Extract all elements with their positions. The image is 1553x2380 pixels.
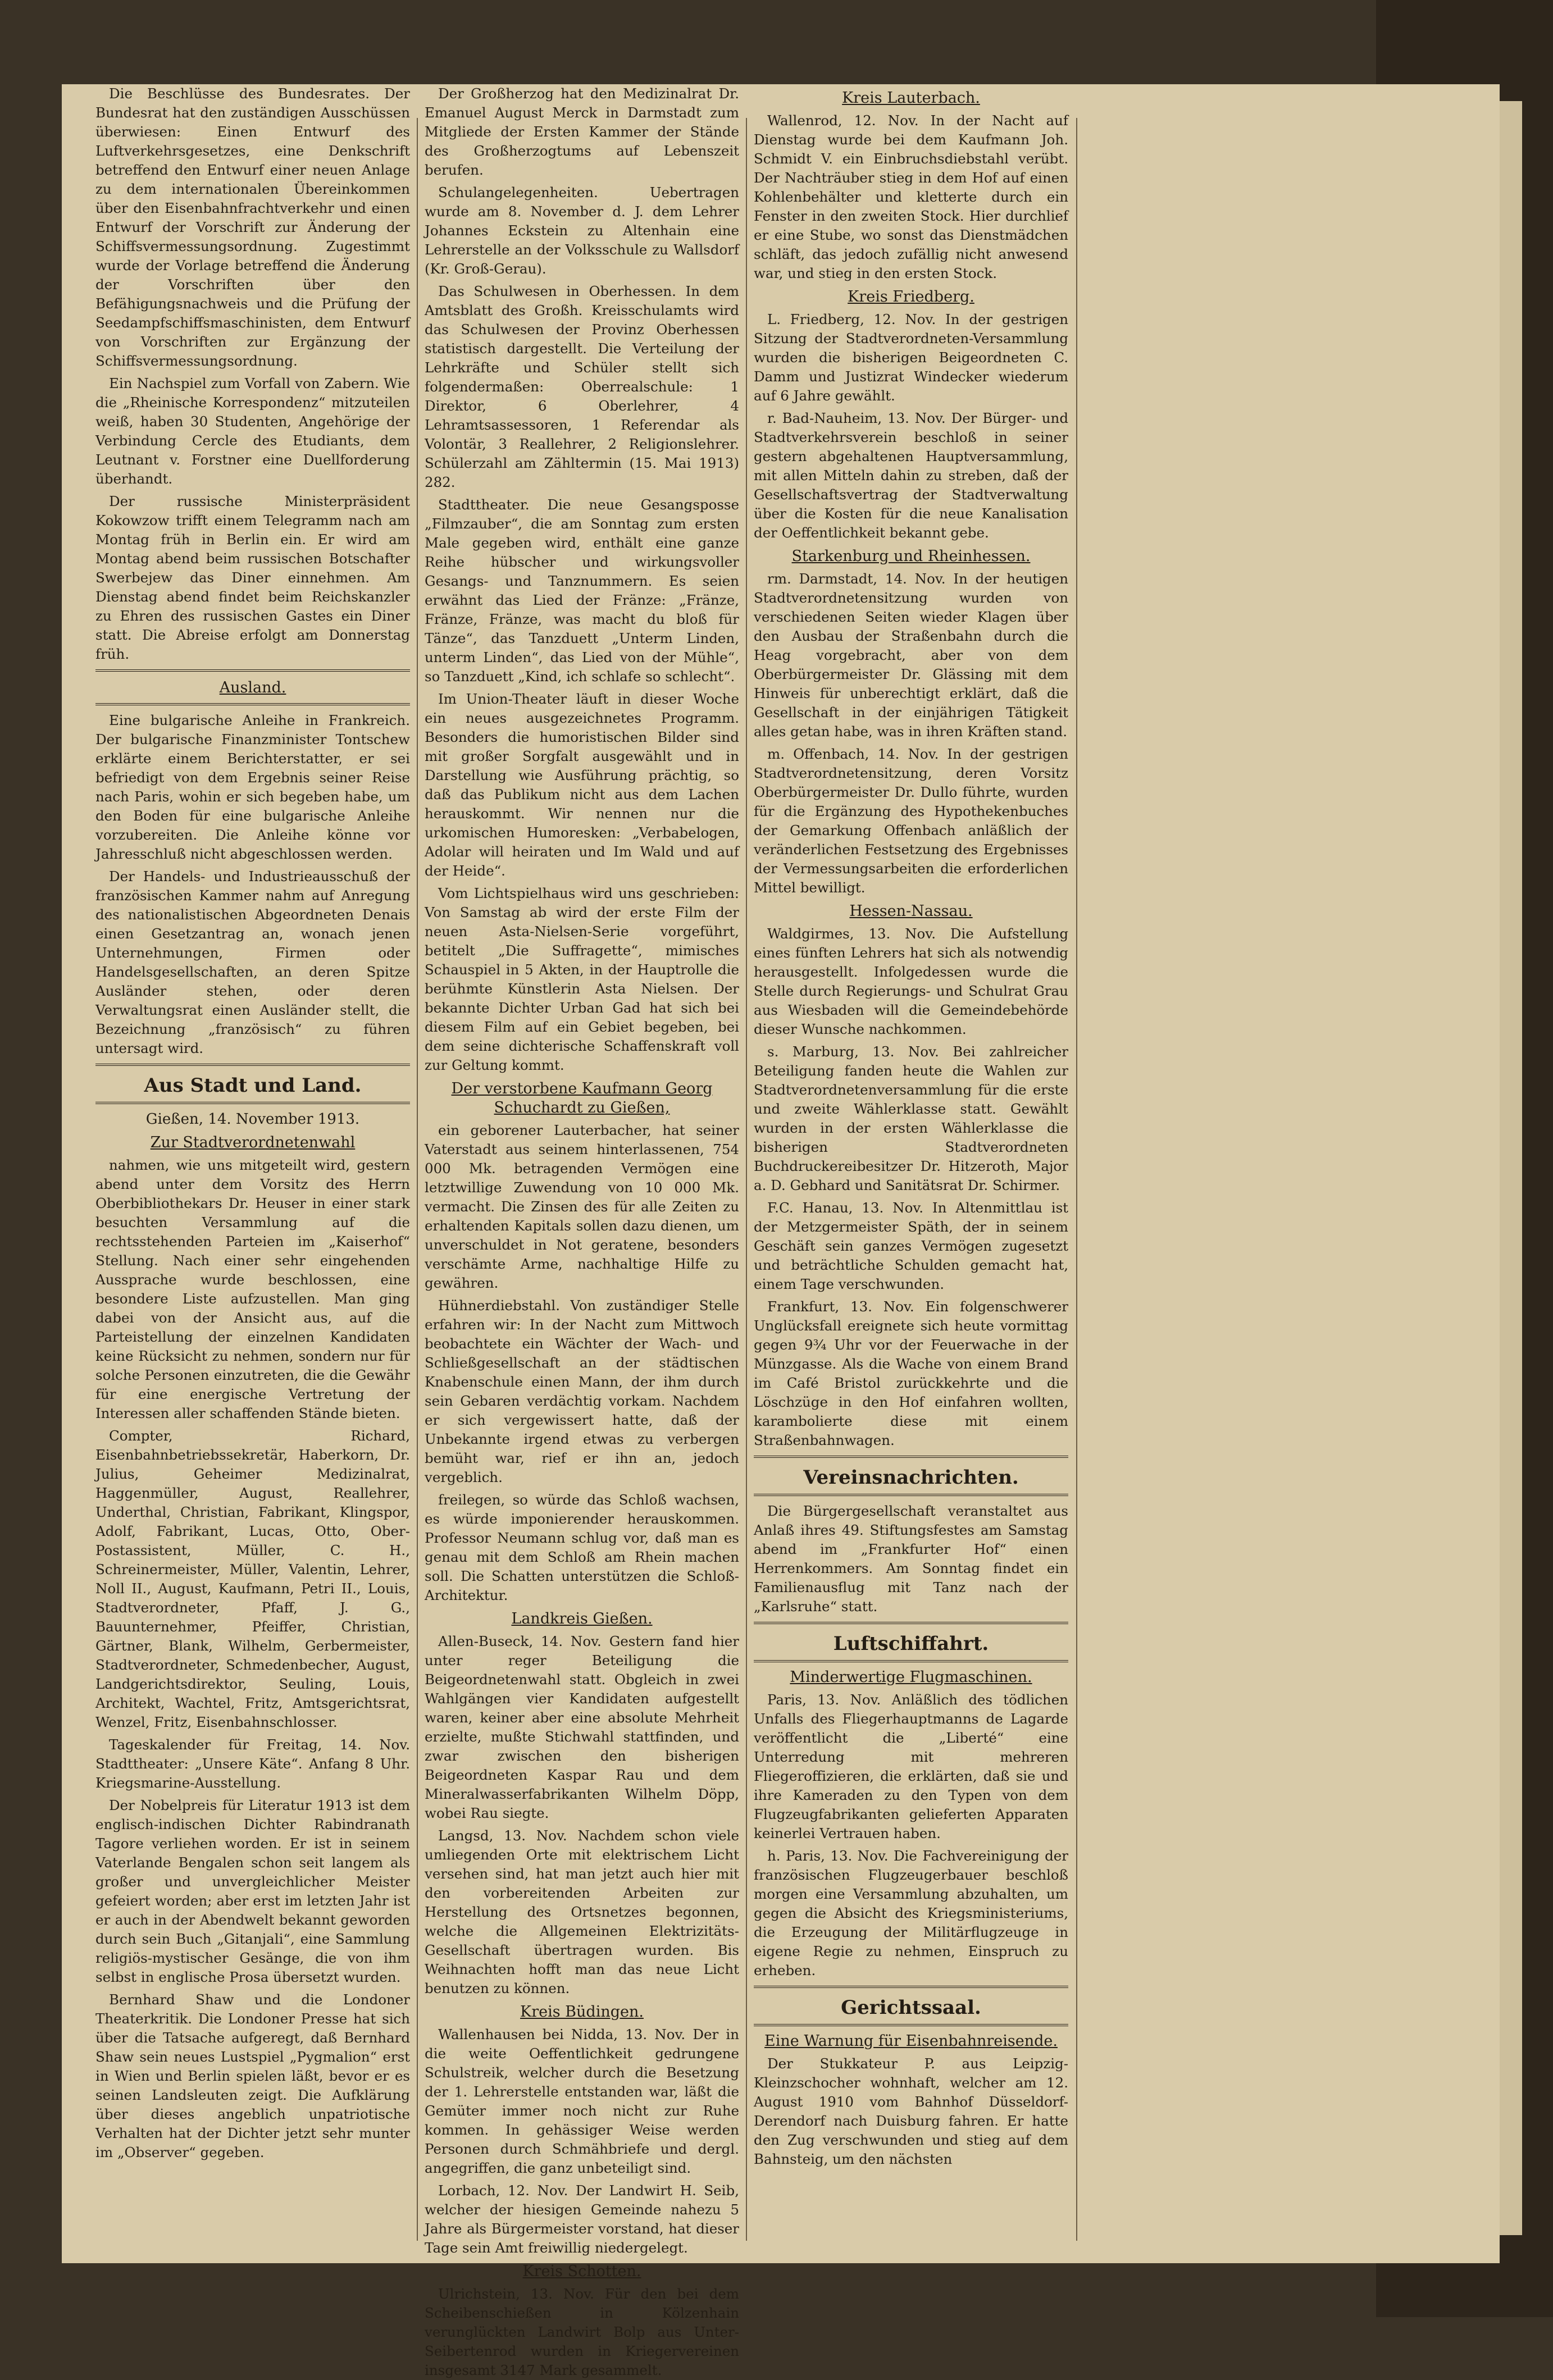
article-gericht: Der Stukkateur P. aus Leipzig-Kleinzschocher wohnhaft, welcher am 12. August 1910 vom Bahnhof Düsseldorf-Derendorf nach Duisburg fahren. Er hatte den Zug verschwunden und stieg auf dem Bahnsteig, um den nächsten [754,2055,1068,2167]
article-nobelpreis: Der Nobelpreis für Literatur 1913 ist dem englisch-indischen Dichter Rabindranath Tagore verliehen worden. Er ist in seinem Vaterlande Bengalen schon seit langem als großer und unvergleichlicher Meister gefeiert worden; aber erst im letzten Jahr ist er auch in der Abendwelt bekannt geworden durch sein Buch „Gitanjali“, eine Sammlung religiös-mystischer Gesänge, die von ihm selbst in englische Prosa übersetzt wurden. [95,1797,410,1985]
newspaper-page [62,84,1500,2378]
article-schulwesen: Das Schulwesen in Oberhessen. In dem Amtsblatt des Großh. Kreisschulamts wird das Schulwesen der Provinz Oberhessen statistisch dargestellt. Die Verteilung der Lehrkräfte und Schüler stellt sich folgendermaßen: Oberrealschule: 1 Direktor, 6 Oberlehrer, 4 Lehramtsassessoren, 1 Referendar als Volontär, 3 Reallehrer, 2 Religionslehrer. Schülerzahl am Zähltermin (15. Mai 1913) 282. [425,283,739,490]
article-wallenrod: Wallenrod, 12. Nov. In der Nacht auf Dienstag wurde bei dem Kaufmann Joh. Schmidt V. ein Einbruchsdiebstahl verübt. Der Nachträuber stieg in dem Hof auf einen Kohlenbehälter und kletterte durch ein Fenster in den zweiten Stock. Hier durchlief er eine Stube, wo sonst das Dienstmädchen schläft, das jedoch zufällig nicht anwesend war, und stieg in den ersten Stock. [754,112,1068,281]
section-heading: Gerichtssaal. [841,1996,981,2019]
column-rule [1076,118,1077,2241]
section-heading: Kreis Lauterbach. [842,89,980,107]
section-gerichtssaal [754,1986,1068,2026]
article-waldgirmes: Waldgirmes, 13. Nov. Die Aufstellung eines fünften Lehrers hat sich als notwendig herausgestellt. Infolgedessen wurde die Stelle durch Regierungs- und Schulrat Grau aus Wiesbaden will die Gemeindebehörde dieser Wunsche nachkommen. [754,925,1068,1037]
section-ausland [95,669,410,705]
article-merck: Der Großherzog hat den Medizinalrat Dr. Emanuel August Merck in Darmstadt zum Mitgliede der Ersten Kammer der Stände des Großherzogtums auf Lebenszeit berufen. [425,85,739,178]
article-shaw: Bernhard Shaw und die Londoner Theaterkritik. Die Londoner Presse hat sich über die Tatsache aufgeregt, daß Bernhard Shaw sein neues Lustspiel „Pygmalion“ erst in Wien und Berlin spielen läßt, bevor er es seinen Landsleuten zeigt. Die Aufklärung über dieses angeblich unpatriotische Verhalten hat der Dichter jetzt sehr munter im „Observer“ gegeben. [95,1991,410,2160]
section-heading: Luftschiffahrt. [833,1633,989,1655]
article-wallenhausen: Wallenhausen bei Nidda, 13. Nov. Der in die weite Oeffentlichkeit gedrungene Schulstreik, welcher durch die Besetzung der 1. Lehrerstelle entstanden war, läßt die Gemüter immer noch nicht zur Ruhe kommen. In gehässiger Weise werden Personen durch Schmähbriefe und dergl. angegriffen, die ganz unbeteiligt sind. [425,2026,739,2176]
article-frankfurt: Frankfurt, 13. Nov. Ein folgenschwerer Unglücksfall ereignete sich heute vormittag gegen 9¾ Uhr vor der Feuerwache in der Münzgasse. Als die Wache von einem Brand im Café Bristol zurückkehrte und die Löschzüge in den Hof einfahren wollten, karambolierte diese mit einem Straßenbahnwagen. [754,1298,1068,1448]
section-stadt [95,1064,410,1104]
article-bad-nauheim: r. Bad-Nauheim, 13. Nov. Der Bürger- und Stadtverkehrsverein beschloß in seiner gestern abgehaltenen Hauptversammlung, mit allen Mitteln dahin zu streben, daß der Gesellschaftsvertrag der Stadtverwaltung über die Kosten für die neue Kanalisation der Oeffentlichkeit bekannt gebe. [754,410,1068,541]
section-heading: Kreis Friedberg. [848,288,974,306]
article-handel: Der Handels- und Industrieausschuß der französischen Kammer nahm auf Anregung des nationalistischen Abgeordneten Denais einen Gesetzantrag an, wonach jenen Unternehmungen, Firmen oder Handelsgesellschaften, an deren Spitze Ausländer stehen, oder deren Verwaltungsrat einen Ausländer stellt, die Bezeichnung „französisch“ zu führen untersagt wird. [95,868,410,1056]
article-huehnerdiebstahl: Hühnerdiebstahl. Von zuständiger Stelle erfahren wir: In der Nacht zum Mittwoch beobachtete ein Wächter der Wach- und Schließgesellschaft an der städtischen Knabenschule einen Mann, der ihm durch sein Gebaren verdächtig vorkam. Nachdem er sich vergewissert hatte, daß der Unbekannte irgend etwas zu verbergen bemüht war, rief er ihn an, jedoch vergeblich. [425,1297,739,1485]
article-heading: Minderwertige Flugmaschinen. [790,1668,1032,1686]
section-luftschiffahrt [754,1622,1068,1662]
article-hanau: F.C. Hanau, 13. Nov. In Altenmittlau ist der Metzgermeister Späth, der in seinem Geschäft sein ganzes Vermögen zugesetzt und beträchtliche Schulden gemacht hat, einem Tage verschwunden. [754,1200,1068,1292]
article-langsd: Langsd, 13. Nov. Nachdem schon viele umliegenden Orte mit elektrischem Licht versehen sind, hat man jetzt auch hier mit den vorbereitenden Arbeiten zur Herstellung des Ortsnetzes begonnen, welche die Allgemeinen Elektrizitäts-Gesellschaft übertragen wurden. Bis Weihnachten hofft man das neue Licht benutzen zu können. [425,1827,739,1996]
dateline: Gießen, 14. November 1913. [145,1111,360,1128]
section-heading: Kreis Büdingen. [520,2003,644,2021]
section-heading: Kreis Schotten. [522,2263,641,2280]
article-anleihe: Eine bulgarische Anleihe in Frankreich. Der bulgarische Finanzminister Tontschew erklärte einem Berichterstatter, er sei befriedigt von dem Ergebnis seiner Reise nach Paris, wohin er sich begeben habe, um den Boden für eine bulgarische Anleihe vorzubereiten. Die Anleihe könne vor Jahresschluß nicht abgeschlossen werden. [95,712,410,862]
column-2 [425,84,739,2378]
column-1 [95,84,410,2263]
column-3 [754,84,1068,2263]
article-heading: Eine Warnung für Eisenbahnreisende. [764,2032,1058,2050]
article-marburg: s. Marburg, 13. Nov. Bei zahlreicher Beteiligung fanden heute die Wahlen zur Stadtverordnetenversammlung für die erste und zweite Wählerklasse statt. Gewählt wurden in der ersten Wählerklasse die bisherigen Stadtverordneten Buchdruckereibesitzer Dr. Hitzeroth, Major a. D. Gebhard und Sanitätsrat Dr. Schirmer. [754,1043,1068,1193]
article-kokowzow: Der russische Ministerpräsident Kokowzow trifft einem Telegramm nach am Montag früh in Berlin ein. Er wird am Montag abend beim russischen Botschafter Swerbejew das Diner einnehmen. Am Dienstag abend findet beim Reichskanzler zu Ehren des russischen Gastes ein Diner statt. Die Abreise erfolgt am Donnerstag früh. [95,493,410,662]
article-paris-2: h. Paris, 13. Nov. Die Fachvereinigung der französischen Flugzeugerbauer beschloß morgen eine Versammlung abzuhalten, um gegen die Absicht des Kriegsministeriums, die Erzeugung der Militärflugzeuge in eigene Regie zu nehmen, Einspruch zu erheben. [754,1848,1068,1978]
article-stadtverordnetenwahl: nahmen, wie uns mitgeteilt wird, gestern abend unter dem Vorsitz des Herrn Oberbibliothekars Dr. Heuser in einer stark besuchten Versammlung auf die rechtsstehenden Parteien im „Kaiserhof“ Stellung. Nach einer sehr eingehenden Aussprache wurde beschlossen, eine besondere Liste aufzustellen. Man ging dabei von der Ansicht aus, auf die Parteistellung der einzelnen Kandidaten keine Rücksicht zu nehmen, sondern nur für solche Personen einzutreten, die die Gewähr für eine energische Vertretung der Interessen aller schaffenden Stände bieten. [95,1157,410,1421]
section-heading: Aus Stadt und Land. [144,1074,362,1097]
section-heading: Ausland. [219,679,286,696]
article-heading: Der verstorbene Kaufmann Georg Schuchardt zu Gießen, [451,1080,713,1116]
article-schulangelegenheiten: Schulangelegenheiten. Uebertragen wurde am 8. November d. J. dem Lehrer Johannes Eckstein zu Altenhain eine Lehrerstelle an der Volksschule zu Wallsdorf (Kr. Groß-Gerau). [425,184,739,277]
candidate-list: Compter, Richard, Eisenbahnbetriebssekretär, Haberkorn, Dr. Julius, Geheimer Medizinalrat, Haggenmüller, August, Reallehrer, Underthal, Christian, Fabrikant, Klingspor, Adolf, Fabrikant, Lucas, Otto, Ober-Postassistent, Müller, C. H., Schreinermeister, Müller, Valentin, Lehrer, Noll II., August, Kaufmann, Petri II., Louis, Stadtverordneter, Pfaff, J. G., Bauunternehmer, Pfeiffer, Christian, Gärtner, Blank, Wilhelm, Gerbermeister, Stadtverordneter, Schmedenbecher, August, Landgerichtsdirektor, Seuling, Louis, Architekt, Wachtel, Fritz, Amtsgerichtsrat, Wenzel, Fritz, Eisenbahnschlosser. [95,1428,410,1730]
article-schuchardt: ein geborener Lauterbacher, hat seiner Vaterstadt aus seinem hinterlassenen, 754 000 Mk. betragenden Vermögen eine letztwillige Zuwendung von 10 000 Mk. vermacht. Die Zinsen des für alle Zeiten zu erhaltenden Kapitals sollen dazu dienen, um unverschuldet in Not geratene, besonders verschämte Arme, nachhaltige Hilfe zu gewähren. [425,1122,739,1291]
article-zabern: Ein Nachspiel zum Vorfall von Zabern. Wie die „Rheinische Korrespondenz“ mitzuteilen weiß, haben 30 Studenten, Angehörige der Verbindung Cercle des Etudiants, dem Leutnant v. Forstner eine Duellforderung überhandt. [95,375,410,487]
column-rule [417,118,418,2241]
article-lichtspielhaus: Vom Lichtspielhaus wird uns geschrieben: Von Samstag ab wird der erste Film der neuen Asta-Nielsen-Serie vorgeführt, betitelt „Die Suffragette“, mimisches Schauspiel in 5 Akten, in der Hauptrolle die berühmte Künstlerin Asta Nielsen. Der bekannte Dichter Urban Gad hat sich bei diesem Film auf ein Gebiet begeben, bei dem seine dichterische Schaffenskraft voll zur Geltung kommt. [425,885,739,1073]
article-paris-1: Paris, 13. Nov. Anläßlich des tödlichen Unfalls des Fliegerhauptmanns de Lagarde veröffentlicht die „Liberté“ eine Unterredung mit mehreren Fliegeroffizieren, die erklärten, daß sie und ihre Kameraden zu den Typen von dem Flugzeugfabrikanten gelieferten Apparaten keinerlei Vertrauen haben. [754,1691,1068,1841]
article-kalender: Tageskalender für Freitag, 14. Nov. Stadttheater: „Unsere Käte“. Anfang 8 Uhr. Kriegsmarine-Ausstellung. [95,1736,410,1791]
article-bundesrat: Die Beschlüsse des Bundesrates. Der Bundesrat hat den zuständigen Ausschüssen überwiesen: Einen Entwurf des Luftverkehrsgesetzes, eine Denkschrift betreffend den Entwurf einer neuen Anlage zu dem internationalen Übereinkommen über den Eisenbahnfrachtverkehr und einen Entwurf der Vorschrift zur Änderung der Schiffsvermessungsordnung. Zugestimmt wurde der Vorlage betreffend die Änderung der Vorschriften über den Befähigungsnachweis und die Prüfung der Seedampfschiffsmaschinisten, dem Entwurf von Vorschriften zur Ergänzung der Schiffsvermessungsordnung. [95,85,410,369]
section-heading: Landkreis Gießen. [511,1610,653,1627]
column-rule [746,118,747,2241]
section-heading: Hessen-Nassau. [849,902,973,920]
section-heading: Vereinsnachrichten. [803,1466,1019,1489]
article-lorbach: Lorbach, 12. Nov. Der Landwirt H. Seib, welcher der hiesigen Gemeinde nahezu 5 Jahre als Bürgermeister vorstand, hat dieser Tage sein Amt freiwillig niedergelegt. [425,2182,739,2256]
article-union-theater: Im Union-Theater läuft in dieser Woche ein neues ausgezeichnetes Programm. Besonders die humoristischen Bilder sind mit großer Sorgfalt ausgewählt und in Darstellung wie Ausführung prächtig, so daß das Publikum nicht aus dem Lachen herauskommt. Wir nennen nur die urkomischen Humoresken: „Verbabelogen, Adolar will heiraten und Im Wald und auf der Heide“. [425,691,739,879]
article-darmstadt: rm. Darmstadt, 14. Nov. In der heutigen Stadtverordnetensitzung wurden von verschiedenen Seiten wieder Klagen über den Ausbau der Straßenbahn durch die Heag vorgebracht, aber von dem Oberbürgermeister Dr. Glässing mit dem Hinweis für unberechtigt erklärt, daß die Gesellschaft in der einjährigen Tätigkeit alles getan habe, was in ihren Kräften stand. [754,571,1068,740]
article-schloss: freilegen, so würde das Schloß wachsen, es würde imponierender herauskommen. Professor Neumann schlug vor, daß man es genau mit dem Schloß am Rhein machen soll. Die Schatten unterstützen die Schloß-Architektur. [425,1492,739,1603]
article-buergergesellschaft: Die Bürgergesellschaft veranstaltet aus Anlaß ihres 49. Stiftungsfestes am Samstag abend im „Frankfurter Hof“ einen Herrenkommers. Am Sonntag findet ein Familienausflug mit Tanz nach der „Karlsruhe“ statt. [754,1503,1068,1615]
article-stadttheater: Stadttheater. Die neue Gesangsposse „Filmzauber“, die am Sonntag zum ersten Male gegeben wird, enthält eine ganze Reihe hübscher und wirkungsvoller Gesangs- und Tanznummern. Es seien erwähnt das Lied der Fränze: „Fränze, Fränze, Fränze, was macht du bloß für Tänze“, das Tanzduett „Unterm Linden, unterm Linden“, das Lied von der Mühle“, so Tanzduett „Kind, ich schlafe so schlecht“. [425,496,739,685]
article-ulrichstein: Ulrichstein, 13. Nov. Für den bei dem Scheibenschießen in Kölzenhain verunglückten Landwirt Bolp aus Unter-Seibertenrod wurden in Kriegervereinen insgesamt 3147 Mark gesammelt. [425,2286,739,2378]
article-offenbach: m. Offenbach, 14. Nov. In der gestrigen Stadtverordnetensitzung, deren Vorsitz Oberbürgermeister Dr. Dullo führte, wurden für die Ergänzung des Hypothekenbuches der Gemarkung Offenbach anläßlich der veränderlichen Festsetzung des Ergebnisses der Vermessungsarbeiten die erforderlichen Mittel bewilligt. [754,746,1068,896]
section-vereinsnachrichten [754,1456,1068,1496]
article-friedberg: L. Friedberg, 12. Nov. In der gestrigen Sitzung der Stadtverordneten-Versammlung wurden die bisherigen Beigeordneten C. Damm und Justizrat Windecker wiederum auf 6 Jahre gewählt. [754,311,1068,404]
article-allen-buseck: Allen-Buseck, 14. Nov. Gestern fand hier unter reger Beteiligung die Beigeordnetenwahl statt. Obgleich in zwei Wahlgängen vier Kandidaten aufgestellt waren, keiner aber eine absolute Mehrheit erzielte, mußte Stichwahl stattfinden, und zwar zwischen den bisherigen Beigeordneten Kaspar Rau und dem Mineralwasserfabrikanten Wilhelm Döpp, wobei Rau siegte. [425,1633,739,1821]
section-heading: Starkenburg und Rheinhessen. [791,548,1031,565]
article-heading: Zur Stadtverordnetenwahl [150,1134,356,1151]
